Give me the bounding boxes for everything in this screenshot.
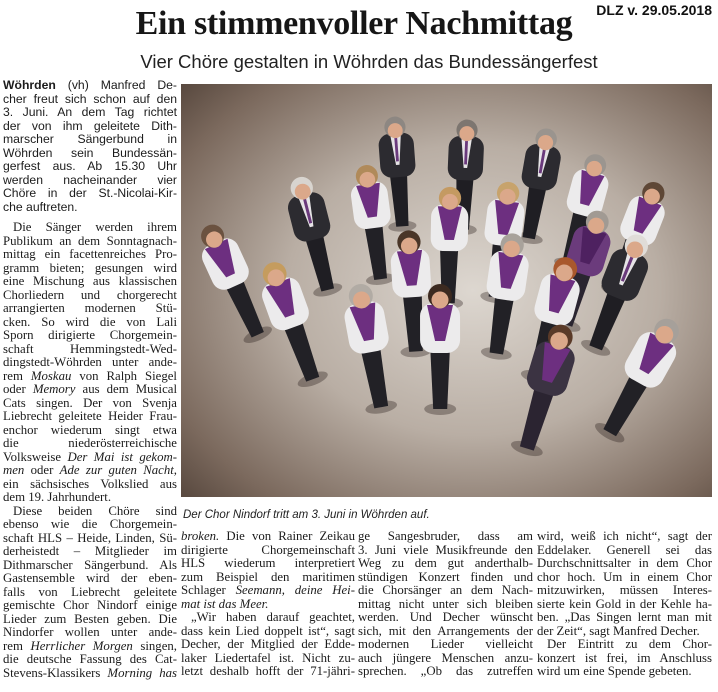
- text-line: [3, 451, 177, 465]
- text-run: rem: [3, 638, 31, 653]
- text-line: [3, 383, 177, 397]
- text-line: Weg zu dem gut anderthalb-: [358, 556, 533, 570]
- text-line: mittag nicht unter sich bleiben: [358, 596, 533, 611]
- text-line: Decher, der Mitglied der Edde-: [181, 637, 355, 651]
- text-line: dingstedt-Wöhrden unter ande-: [3, 355, 177, 369]
- text-line: derheistedt – Mitglieder im: [3, 544, 177, 558]
- lead-paragraph: [3, 79, 177, 214]
- paragraph: [537, 638, 712, 679]
- paragraph: [358, 530, 533, 679]
- text-line: dirigierte Chorgemeinschaft: [181, 542, 355, 557]
- text-line: mittag ein facettenreiches Pro-: [3, 247, 177, 261]
- article-column-4: [537, 530, 712, 679]
- text-line: mitzuwirken, müssen Interes-: [537, 583, 712, 597]
- text-line: „Wir haben darauf geachtet,: [191, 610, 355, 624]
- text-line: chor hoch. Um in einem Chor: [537, 569, 712, 584]
- text-line: ben. „Das Singen lernt man mit: [537, 610, 712, 624]
- text-line: Lieder zum Besten geben. Die: [3, 611, 177, 626]
- text-line: schaft Hemmingstedt-Wed-: [3, 341, 177, 356]
- text-line: sprechen. „Ob das zutreffen: [358, 664, 533, 678]
- text-line: gramm bieten; gesungen wird: [3, 260, 177, 275]
- text-line: [3, 667, 177, 681]
- text-line: Dithmarscher Sängerbund. Als: [3, 557, 177, 572]
- text-line: [3, 464, 177, 478]
- text-line: enchor wiederum singt etwa: [3, 422, 177, 437]
- text-line: wird um eine Spende gebeten.: [537, 664, 692, 678]
- text-line: Liebrecht geleitete Heider Frau-: [3, 409, 177, 423]
- italic-title: Seemann, deine Hei-: [235, 583, 355, 597]
- text-line: wird, weiß ich nicht“, sagt der: [537, 529, 712, 543]
- article-column-2: [181, 530, 355, 679]
- text-line: der Zeit“, sagt Manfred Decher.: [537, 623, 700, 638]
- text-line: Publikum an dem Sonntagnach-: [3, 233, 177, 248]
- text-line: Der Eintritt zu dem Chor-: [547, 637, 712, 651]
- text-run: Stevens-Klassikers: [3, 665, 108, 680]
- text-line: letzt deshalb hofft der 71-jähri-: [181, 664, 355, 678]
- text-line: Wöhrden sein Bundessän-: [3, 145, 177, 160]
- text-line: [181, 584, 355, 598]
- text-line: 3. Juni viele Musikfreunde den: [358, 542, 533, 557]
- text-line: [181, 598, 355, 612]
- text-line: [3, 370, 177, 384]
- italic-title: men: [3, 463, 25, 477]
- text-line: dem 19. Jahrhundert.: [3, 490, 112, 504]
- paragraph: [181, 530, 355, 611]
- text-run: Die von Rainer Zeikau: [219, 529, 355, 543]
- text-line: zum Beispiel den maritimen: [181, 569, 355, 584]
- text-line: ein sächsisches Volkslied aus: [3, 476, 177, 491]
- text-line: ebenso wie die Chorgemein-: [3, 517, 177, 531]
- text-line: [3, 79, 177, 93]
- text-line: sierte kein Gold in der Kehle ha-: [537, 596, 712, 611]
- italic-title: Herrlicher Morgen: [30, 638, 133, 653]
- text-run: oder: [24, 463, 60, 477]
- text-line: cher freut sich schon auf den: [3, 91, 177, 106]
- text-run: Volksweise: [3, 449, 68, 464]
- text-run: rem: [3, 368, 31, 383]
- text-line: laker Liedertafel ist. Nicht zu-: [181, 650, 355, 665]
- dateline: Wöhrden: [3, 78, 56, 92]
- paragraph: [181, 611, 355, 679]
- text-line: HLS wiederum interpretiert: [181, 556, 355, 570]
- headline: Ein stimmenvoller Nachmittag: [135, 5, 573, 42]
- text-line: ge Sangesbruder, dass am: [358, 529, 533, 543]
- text-line: cken. So wird die von Lali: [3, 314, 177, 329]
- text-line: Eddelaker. Generell sei das: [537, 542, 712, 557]
- text-line: Nindorfer wollen unter ande-: [3, 625, 177, 639]
- paragraph: [537, 530, 712, 638]
- text-line: che auftreten.: [3, 199, 78, 214]
- text-line: Durchschnittsalter in dem Chor: [537, 556, 712, 570]
- text-line: die Chorsänger an dem Nach-: [358, 583, 533, 597]
- text-line: Die Sänger werden ihrem: [13, 220, 177, 234]
- text-line: der von ihm geleitete Dith-: [3, 118, 177, 133]
- text-run: Schlager: [181, 583, 236, 597]
- text-line: Cats singen. Der von Svenja: [3, 395, 177, 410]
- italic-title: mat ist das Meer.: [181, 596, 269, 611]
- text-run: von Ralph Siegel: [71, 368, 177, 383]
- text-line: auch jüngere Menschen anzu-: [358, 650, 533, 665]
- text-line: marscher Sängerbund in: [3, 132, 177, 146]
- text-line: schaft HLS – Heide, Linden, Sü-: [3, 530, 177, 545]
- text-run: aus dem Musical: [75, 382, 177, 396]
- subheadline: Vier Chöre gestalten in Wöhrden das Bundessängerfest: [140, 51, 598, 72]
- text-run: singen,: [132, 638, 177, 653]
- text-line: [3, 640, 177, 654]
- text-line: gerfest aus. Ab 15.30 Uhr: [3, 159, 177, 173]
- italic-title: Ade zur guten Nacht,: [59, 463, 177, 477]
- text-line: eine Mischung aus klassischen: [3, 274, 177, 288]
- choir-photo: [181, 84, 712, 497]
- text-line: gemischte Chor Nindorf einige: [3, 598, 177, 612]
- text-line: konzert ist frei, im Anschluss: [537, 650, 712, 665]
- text-line: die niederösterreichische: [3, 436, 177, 450]
- text-line: Chöre in der St.-Nicolai-Kir-: [3, 186, 177, 200]
- text-line: Sporn dirigierte Chorgemein-: [3, 328, 177, 342]
- text-line: [181, 530, 355, 544]
- photo-caption: Der Chor Nindorf tritt am 3. Juni in Wöhrden auf.: [183, 509, 430, 521]
- text-line: dass kein Lied doppelt ist“, sagt: [181, 623, 355, 638]
- italic-title: broken.: [181, 529, 220, 543]
- article-column-3: [358, 530, 533, 679]
- text-run: (vh) Manfred De-: [55, 78, 177, 92]
- paragraph: [3, 221, 177, 505]
- text-run: oder: [3, 382, 33, 396]
- paragraph: [3, 505, 177, 681]
- text-line: werden nacheinander vier: [3, 172, 177, 187]
- article-column-1: [3, 79, 177, 680]
- text-line: arrangierten modernen Stü-: [3, 301, 177, 315]
- text-line: die deutsche Fassung des Cat-: [3, 652, 177, 666]
- text-line: stündigen Konzert finden und: [358, 569, 533, 584]
- text-line: werden. Und Decher wünscht: [358, 610, 533, 624]
- italic-title: Morning has: [107, 665, 177, 680]
- italic-title: Memory: [32, 382, 76, 396]
- text-line: Gastensemble wird der eben-: [3, 571, 177, 585]
- text-line: sich, mit den Arrangements der: [358, 623, 533, 638]
- date-stamp: DLZ v. 29.05.2018: [596, 2, 712, 18]
- italic-title: Moskau: [30, 368, 72, 383]
- text-line: Diese beiden Chöre sind: [13, 503, 177, 518]
- text-line: modernen Lieder vielleicht: [358, 637, 533, 651]
- text-line: falls von Liebrecht geleitete: [3, 584, 177, 599]
- text-line: Chorliedern und chorgerecht: [3, 287, 177, 302]
- italic-title: Der Mai ist gekom-: [67, 449, 177, 464]
- text-line: 3. Juni. An dem Tag richtet: [3, 105, 177, 119]
